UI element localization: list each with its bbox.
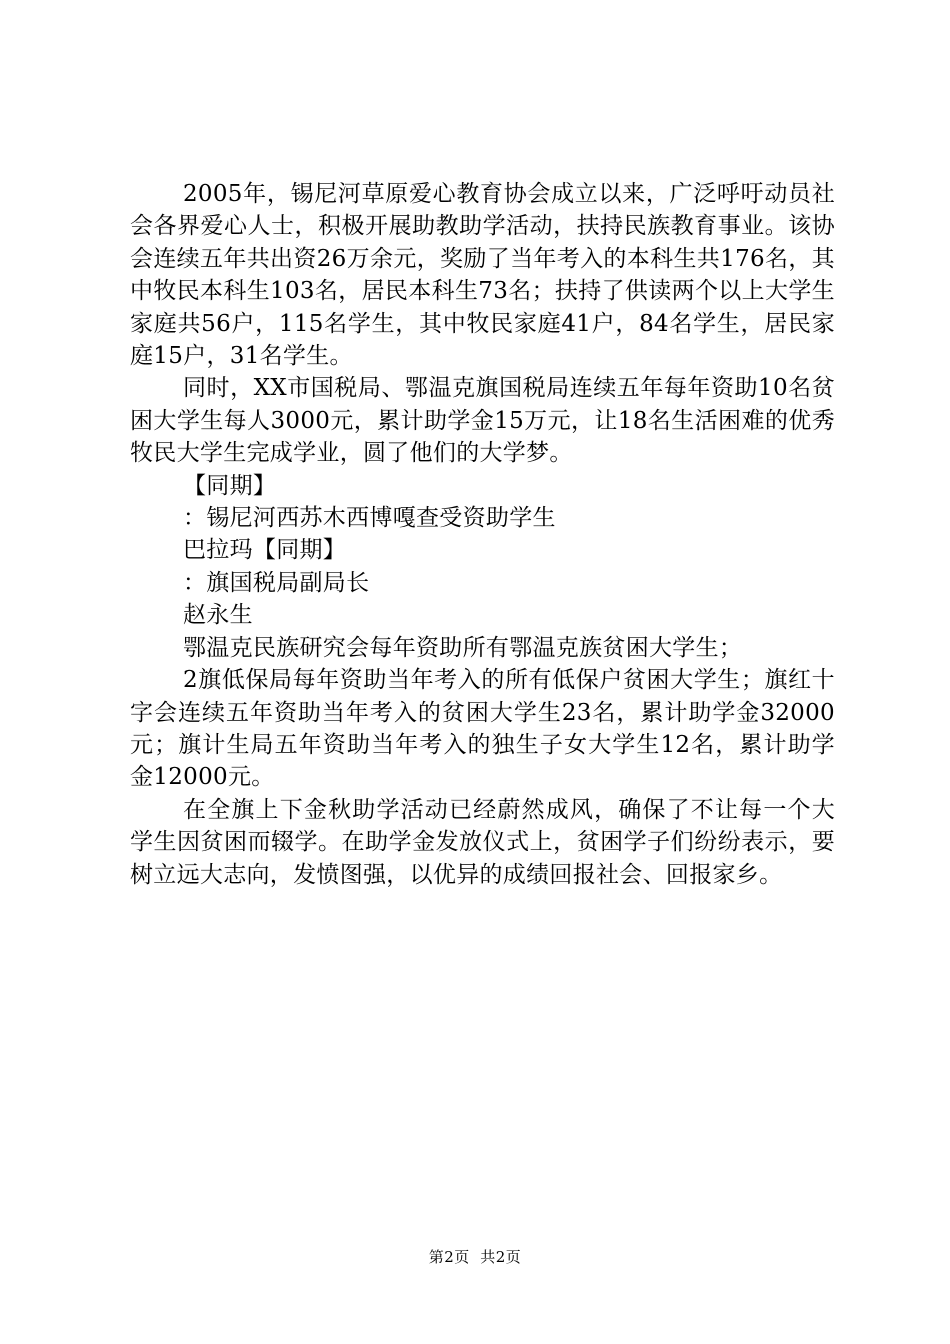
document-body: [130, 178, 835, 891]
line-name-zhao: 赵永生: [183, 602, 253, 629]
line-sync-1: 【同期】: [183, 472, 277, 499]
paragraph-association: 2005年，锡尼河草原爱心教育协会成立以来，广泛呼吁动员社会各界爱心人士，积极开展助教助学活动，扶持民族教育事业。该协会连续五年共出资26万余元，奖励了当年考入的本科生共176名，其中牧民本科生103名，居民本科生73名；扶持了供读两个以上大学生家庭共56户，115名学生，其中牧民家庭41户，84名学生，居民家庭15户，31名学生。: [130, 181, 835, 370]
line-deputy-director-caption: ：旗国税局副局长: [183, 569, 370, 596]
page-footer: [0, 1246, 950, 1267]
page-number-label: 第2页 共2页: [428, 1248, 522, 1266]
paragraph-conclusion: 在全旗上下金秋助学活动已经蔚然成风，确保了不让每一个大学生因贫困而辍学。在助学金发放仪式上，贫困学子们纷纷表示，要树立远大志向，发愤图强，以优异的成绩回报社会、回报家乡。: [130, 796, 835, 888]
line-name-balama: 巴拉玛【同期】: [183, 537, 347, 564]
paragraph-tax-bureau: 同时，XX市国税局、鄂温克旗国税局连续五年每年资助10名贫困大学生每人3000元，累计助学金15万元，让18名生活困难的优秀牧民大学生完成学业，圆了他们的大学梦。: [130, 375, 835, 467]
paragraph-low-income-bureau: 2旗低保局每年资助当年考入的所有低保户贫困大学生；旗红十字会连续五年资助当年考入的贫困大学生23名，累计助学金32000元；旗计生局五年资助当年考入的独生子女大学生12名，累计助学金12000元。: [130, 667, 835, 791]
line-student-caption: ：锡尼河西苏木西博嘎查受资助学生: [183, 505, 556, 532]
line-research-society: 鄂温克民族研究会每年资助所有鄂温克族贫困大学生；: [183, 634, 743, 661]
